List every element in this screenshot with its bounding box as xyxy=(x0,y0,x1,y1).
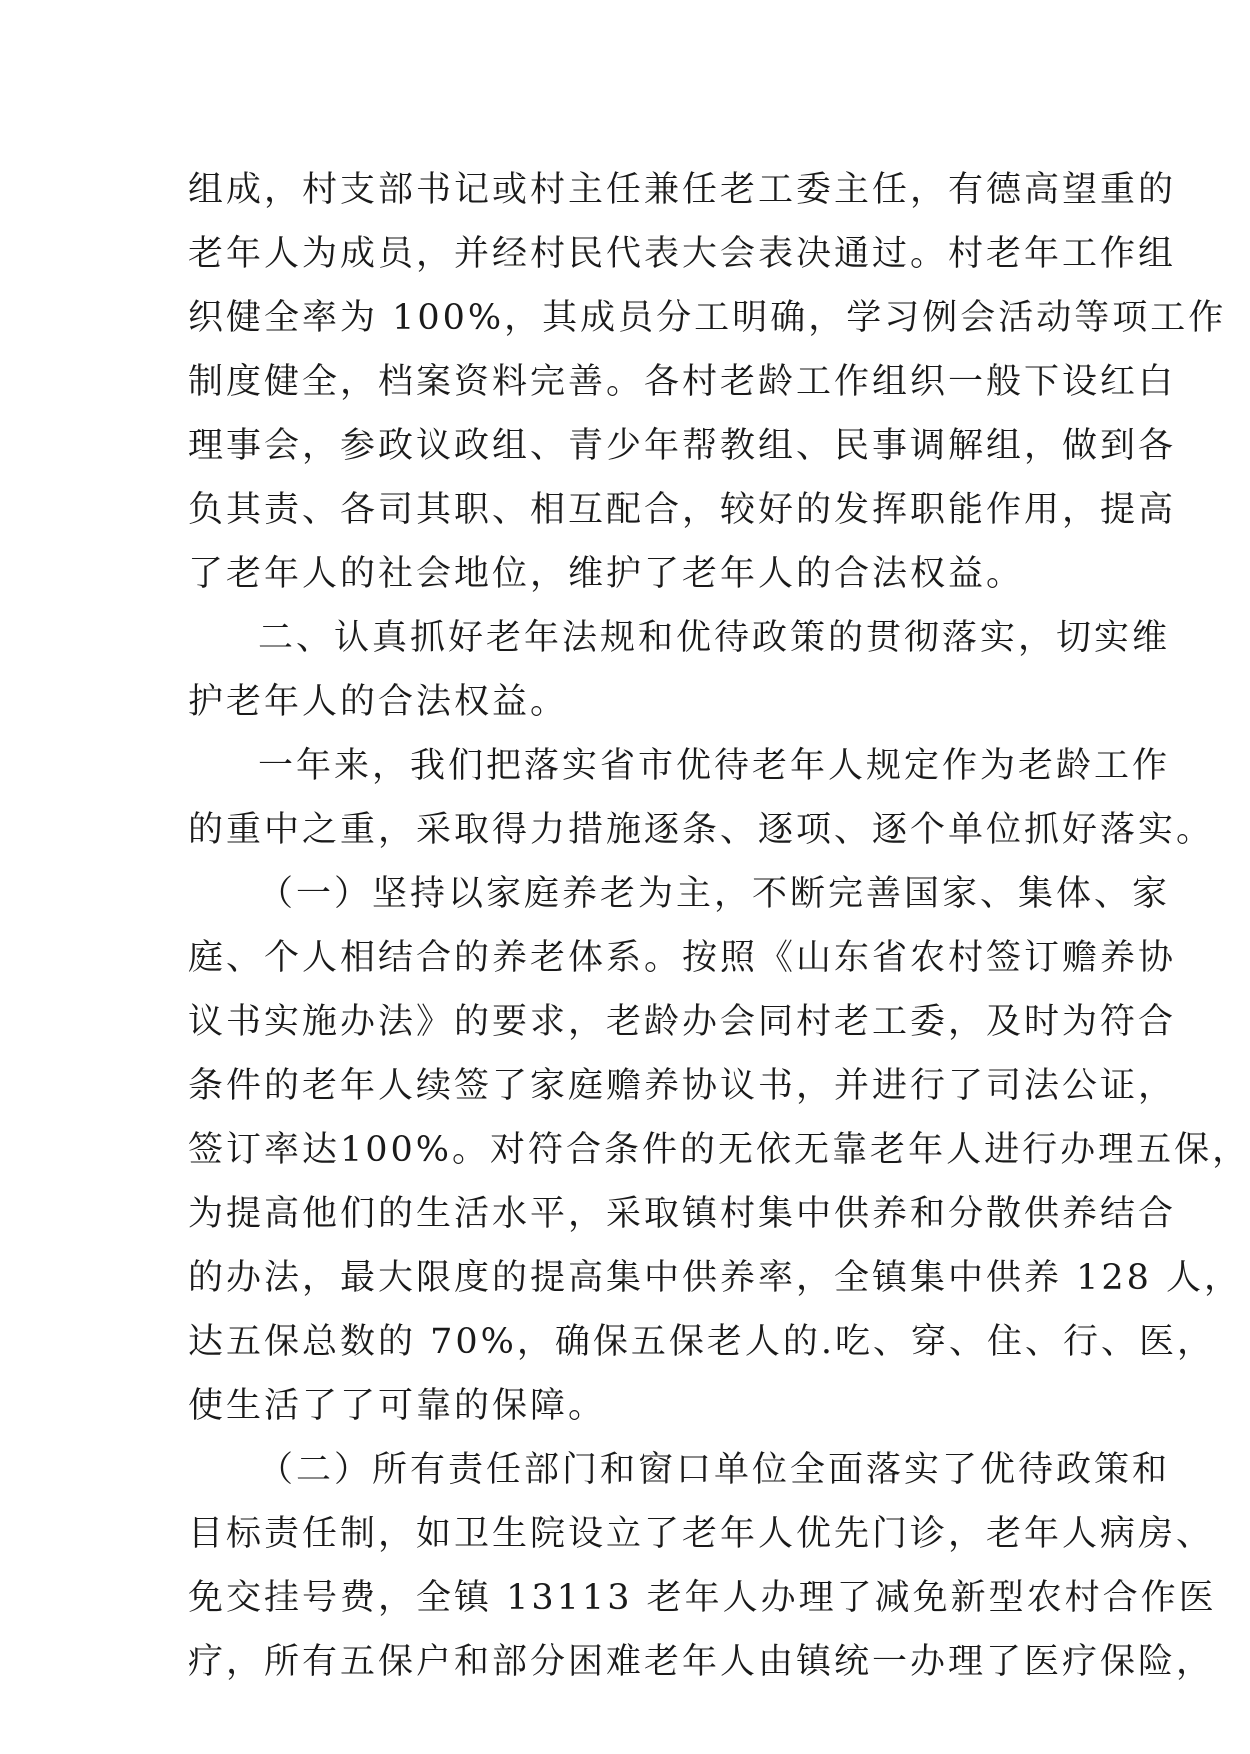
text-line: 的办法，最大限度的提高集中供养率，全镇集中供养 128 人， xyxy=(188,1258,1243,1298)
text-line: 制度健全，档案资料完善。各村老龄工作组织一般下设红白 xyxy=(188,362,1177,402)
text-line: 为提高他们的生活水平，采取镇村集中供养和分散供养结合 xyxy=(188,1194,1177,1234)
text-line: 理事会，参政议政组、青少年帮教组、民事调解组，做到各 xyxy=(188,426,1177,466)
section-heading-line: 二、认真抓好老年法规和优待政策的贯彻落实，切实维 xyxy=(258,618,1171,658)
text-line: 老年人为成员，并经村民代表大会表决通过。村老年工作组 xyxy=(188,234,1177,274)
subsection-line: （一）坚持以家庭养老为主，不断完善国家、集体、家 xyxy=(258,874,1171,914)
section-heading-line: 护老年人的合法权益。 xyxy=(188,682,569,722)
text-line: 目标责任制，如卫生院设立了老年人优先门诊，老年人病房、 xyxy=(188,1514,1215,1554)
text-line: 负其责、各司其职、相互配合，较好的发挥职能作用，提高 xyxy=(188,490,1177,530)
text-line: 的重中之重，采取得力措施逐条、逐项、逐个单位抓好落实。 xyxy=(188,810,1215,850)
text-line: 庭、个人相结合的养老体系。按照《山东省农村签订赡养协 xyxy=(188,938,1177,978)
text-line: 议书实施办法》的要求，老龄办会同村老工委，及时为符合 xyxy=(188,1002,1177,1042)
text-line: 达五保总数的 70%，确保五保老人的.吃、穿、住、行、医， xyxy=(188,1322,1216,1362)
text-line: 了老年人的社会地位，维护了老年人的合法权益。 xyxy=(188,554,1025,594)
text-line: 免交挂号费，全镇 13113 老年人办理了减免新型农村合作医 xyxy=(188,1578,1217,1618)
document-body xyxy=(188,158,1250,1694)
text-line: 疗，所有五保户和部分困难老年人由镇统一办理了医疗保险， xyxy=(188,1642,1215,1682)
text-line: 组成，村支部书记或村主任兼任老工委主任，有德高望重的 xyxy=(188,170,1177,210)
text-line: 织健全率为 100%，其成员分工明确，学习例会活动等项工作 xyxy=(188,298,1227,338)
text-line: 条件的老年人续签了家庭赡养协议书，并进行了司法公证， xyxy=(188,1066,1177,1106)
text-line: 使生活了了可靠的保障。 xyxy=(188,1386,607,1426)
subsection-line: （二）所有责任部门和窗口单位全面落实了优待政策和 xyxy=(258,1450,1171,1490)
text-line: 签订率达100%。对符合条件的无依无靠老年人进行办理五保， xyxy=(188,1130,1250,1170)
text-line: 一年来，我们把落实省市优待老年人规定作为老龄工作 xyxy=(258,746,1171,786)
